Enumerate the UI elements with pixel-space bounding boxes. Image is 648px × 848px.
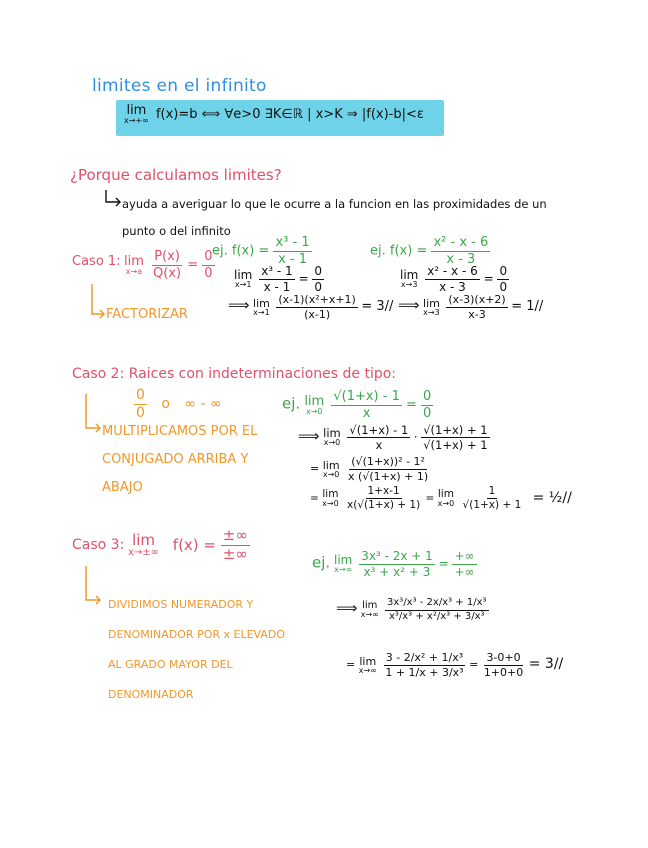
- caso2-r0-eq: =: [406, 397, 417, 413]
- caso2-r3-eq: =: [425, 492, 435, 505]
- caso3-s1-num: 3x³/x³ - 2x/x³ + 1/x³: [385, 598, 489, 611]
- caso3-s2-rnum: 3-0+0: [486, 651, 521, 664]
- caso1-ex2-f-den: x - 3: [446, 251, 476, 267]
- caso2-ex-line3: [310, 486, 572, 511]
- caso3-e-num: 3x³ - 2x + 1: [361, 549, 433, 563]
- caso1-ex2-f: f(x) =: [389, 243, 428, 259]
- caso1-ex2-ej: ej.: [370, 243, 386, 259]
- caso1-ex1-l1-den: x - 1: [263, 279, 291, 294]
- caso3-f: f(x) =: [172, 535, 216, 554]
- caso1-lim: lim: [124, 253, 144, 269]
- caso2-r3-fden: √(1+x) + 1: [462, 499, 522, 512]
- caso3-lim1: lim: [362, 600, 378, 611]
- caso2-lim3-sub: x→0: [322, 498, 339, 508]
- caso2-t-inf: ∞ - ∞: [184, 396, 222, 413]
- caso2-r1-cnum: √(1+x) + 1: [423, 423, 488, 437]
- caso2-label: Caso 2: Raices con indeterminaciones de tipo:: [72, 366, 397, 382]
- caso1-ex1-lim-sub: x→1: [234, 280, 252, 290]
- caso1-ex1-l2-den: (x-1): [304, 307, 331, 321]
- caso1-ex1-line1: [234, 265, 324, 293]
- answer-arrow-icon: [104, 190, 124, 210]
- caso1-ex2-l1-eq: =: [483, 271, 494, 286]
- caso1-ex1-lim: lim: [234, 268, 253, 283]
- caso3-lim1-sub: x→∞: [360, 610, 379, 619]
- caso1-ex2-l2-res: = 1//: [511, 299, 544, 315]
- caso2-lim0: lim: [304, 393, 325, 409]
- caso1-zero-den: 0: [204, 265, 213, 281]
- caso1-ex2-l1-rnum: 0: [499, 264, 508, 278]
- caso2-lim1-sub: x→0: [323, 438, 341, 448]
- caso1-ex2-l1-num: x² - x - 6: [427, 264, 478, 278]
- caso1-ex1-l1-num: x³ - 1: [261, 264, 293, 278]
- caso1-ex2-line1: [400, 265, 509, 293]
- caso3-s2-num: 3 - 2/x² + 1/x³: [385, 651, 464, 664]
- caso1-ex1-f-den: x - 1: [278, 251, 308, 267]
- caso1-method: FACTORIZAR: [106, 307, 188, 322]
- caso1-ex2-l2-num: (x-3)(x+2): [448, 293, 506, 306]
- caso3-method-2: DENOMINADOR POR x ELEVADO: [108, 628, 286, 641]
- caso3-ex-line1: [336, 598, 489, 622]
- caso3-s2-den: 1 + 1/x + 3/x³: [385, 665, 464, 679]
- caso2-lim2: lim: [322, 458, 340, 472]
- caso2-ej: ej.: [282, 394, 301, 413]
- caso1-ex2-f-num: x² - x - 6: [433, 235, 489, 250]
- caso2-r1-den: x: [375, 438, 383, 453]
- caso1-ex1-lim2-sub: x→1: [253, 307, 270, 317]
- definition-lim-sub: x→+∞: [124, 116, 149, 125]
- caso1-ex2-arrow: ⟹: [398, 296, 420, 315]
- definition-lim: lim: [126, 103, 147, 118]
- caso3-ex-lim-sub: x→∞: [334, 565, 353, 575]
- caso3-ex-line0: [312, 550, 477, 578]
- caso3-lim: lim: [132, 530, 155, 549]
- caso3-e-den: x³ + x² + 3: [363, 564, 431, 579]
- caso2-method-3: ABAJO: [102, 480, 143, 495]
- caso2-r3-res: = ½//: [532, 489, 572, 506]
- caso3-s2-res: = 3//: [528, 656, 564, 673]
- caso2-r3-lim-sub: x→0: [437, 498, 455, 508]
- caso1-ex2-l1-den: x - 3: [439, 279, 466, 294]
- caso3-s2-eq: =: [469, 658, 479, 672]
- caso1-ex1-f: f(x) =: [231, 243, 270, 259]
- caso1-ex1-lim2: lim: [253, 296, 270, 310]
- caso2-r0-rden: 0: [423, 405, 432, 421]
- caso2-ex-line0: [282, 390, 433, 420]
- caso1-formula: [124, 250, 215, 280]
- caso3-e-rnum: +∞: [454, 549, 475, 563]
- caso2-r0-rnum: 0: [423, 389, 432, 404]
- caso1-ex1-l2-res: = 3//: [361, 299, 394, 315]
- caso2-t-den: 0: [136, 404, 145, 421]
- caso1-ex2-l2-den: x-3: [468, 307, 486, 321]
- caso2-r1-num: √(1+x) - 1: [349, 423, 409, 437]
- caso1-ex2-lim: lim: [400, 268, 419, 283]
- caso3-s1-den: x³/x³ + x²/x³ + 3/x³: [388, 610, 485, 622]
- caso3-t-den: ±∞: [222, 544, 248, 563]
- caso1-ex2-lim-sub: x→3: [400, 280, 418, 290]
- caso3-arrow-icon: [84, 566, 106, 608]
- caso1-ex1-l1-eq: =: [298, 271, 309, 286]
- caso1-ex2-line2: [398, 294, 543, 320]
- caso3-t-num: ±∞: [222, 526, 248, 544]
- caso1-eq: =: [187, 257, 199, 273]
- caso1-ex1-l1-rnum: 0: [314, 264, 323, 278]
- caso3-lim-sub: x→±∞: [128, 546, 160, 558]
- caso3-ex-line2: [346, 652, 563, 678]
- caso3-method-1: DIVIDIMOS NUMERADOR Y: [108, 598, 254, 611]
- caso2-arrow: ⟹: [298, 427, 320, 446]
- caso2-eq3: =: [310, 492, 319, 505]
- caso1-ex1-arrow: ⟹: [228, 296, 250, 315]
- caso1-ex1-l1-rden: 0: [314, 279, 323, 294]
- definition-formula: [124, 104, 424, 125]
- caso3-eq2: =: [346, 658, 356, 672]
- caso2-eq2: =: [310, 462, 320, 476]
- caso2-indeterminations: [134, 388, 222, 420]
- definition-body: f(x)=b ⟺ ∀e>0 ∃K∈ℝ | x>K ⇒ |f(x)-b|<ε: [155, 107, 424, 122]
- caso2-r1-cden: √(1+x) + 1: [423, 438, 488, 453]
- caso1-q: Q(x): [153, 265, 182, 281]
- caso2-lim2-sub: x→0: [322, 469, 340, 479]
- caso3-e-rden: +∞: [454, 564, 475, 579]
- caso2-r3-lim: lim: [437, 488, 454, 501]
- caso1-lim-sub: x→a: [125, 266, 143, 276]
- caso2-r1-dot: ·: [413, 430, 418, 445]
- caso3-ej: ej.: [312, 553, 331, 572]
- caso3-s2-rden: 1+0+0: [483, 665, 524, 679]
- caso2-t-o: o: [161, 396, 170, 413]
- caso3-lim2: lim: [359, 654, 377, 668]
- caso3-method-3: AL GRADO MAYOR DEL: [108, 658, 233, 671]
- caso1-ex2-l1-rden: 0: [499, 279, 508, 294]
- caso2-r3-num: 1+x-1: [366, 486, 402, 499]
- caso1-ex1-line2: [228, 294, 393, 320]
- caso1-ex1-ej: ej.: [212, 243, 228, 259]
- caso2-t-num: 0: [136, 387, 145, 403]
- caso3-label: Caso 3:: [72, 537, 125, 553]
- caso3-method-4: DENOMINADOR: [108, 688, 194, 701]
- answer-line-1: ayuda a averiguar lo que le ocurre a la funcion en las proximidades de un: [122, 197, 547, 211]
- caso2-r0-num: √(1+x) - 1: [333, 389, 400, 404]
- caso2-r3-fnum: 1: [487, 486, 498, 499]
- caso2-lim3: lim: [322, 488, 339, 501]
- caso1-ex2-lim2-sub: x→3: [423, 307, 440, 317]
- caso1-zero-num: 0: [204, 249, 213, 264]
- caso2-lim0-sub: x→0: [305, 406, 323, 416]
- caso2-method-2: CONJUGADO ARRIBA Y: [102, 452, 249, 467]
- caso1-ex2-lim2: lim: [423, 296, 440, 310]
- caso1-label: Caso 1:: [72, 254, 121, 269]
- caso2-lim1: lim: [323, 425, 341, 440]
- caso3-e-eq: =: [438, 556, 449, 571]
- caso2-r2-den: x (√(1+x) + 1): [348, 469, 429, 483]
- caso2-r2-num: (√(1+x))² - 1²: [351, 455, 425, 468]
- caso1-p: P(x): [154, 249, 180, 264]
- caso3-arrow: ⟹: [336, 599, 358, 617]
- caso1-ex1-function: [212, 236, 312, 266]
- answer-line-2: punto o del infinito: [122, 224, 231, 238]
- caso1-ex1-l2-num: (x-1)(x²+x+1): [278, 293, 356, 306]
- caso2-ex-line1: [298, 424, 490, 451]
- caso3-lim2-sub: x→∞: [358, 665, 377, 675]
- caso1-ex2-function: [370, 236, 490, 266]
- caso2-r0-den: x: [362, 405, 371, 421]
- caso3-ex-lim: lim: [334, 553, 353, 568]
- caso1-ex1-f-num: x³ - 1: [275, 235, 310, 250]
- caso2-r3-den: x(√(1+x) + 1): [347, 499, 421, 512]
- caso2-method-1: MULTIPLICAMOS POR EL: [102, 424, 258, 439]
- question-heading: ¿Porque calculamos limites?: [70, 166, 282, 184]
- caso3-formula: [128, 528, 250, 563]
- caso2-ex-line2: [310, 456, 430, 482]
- page-title: limites en el infinito: [92, 76, 267, 96]
